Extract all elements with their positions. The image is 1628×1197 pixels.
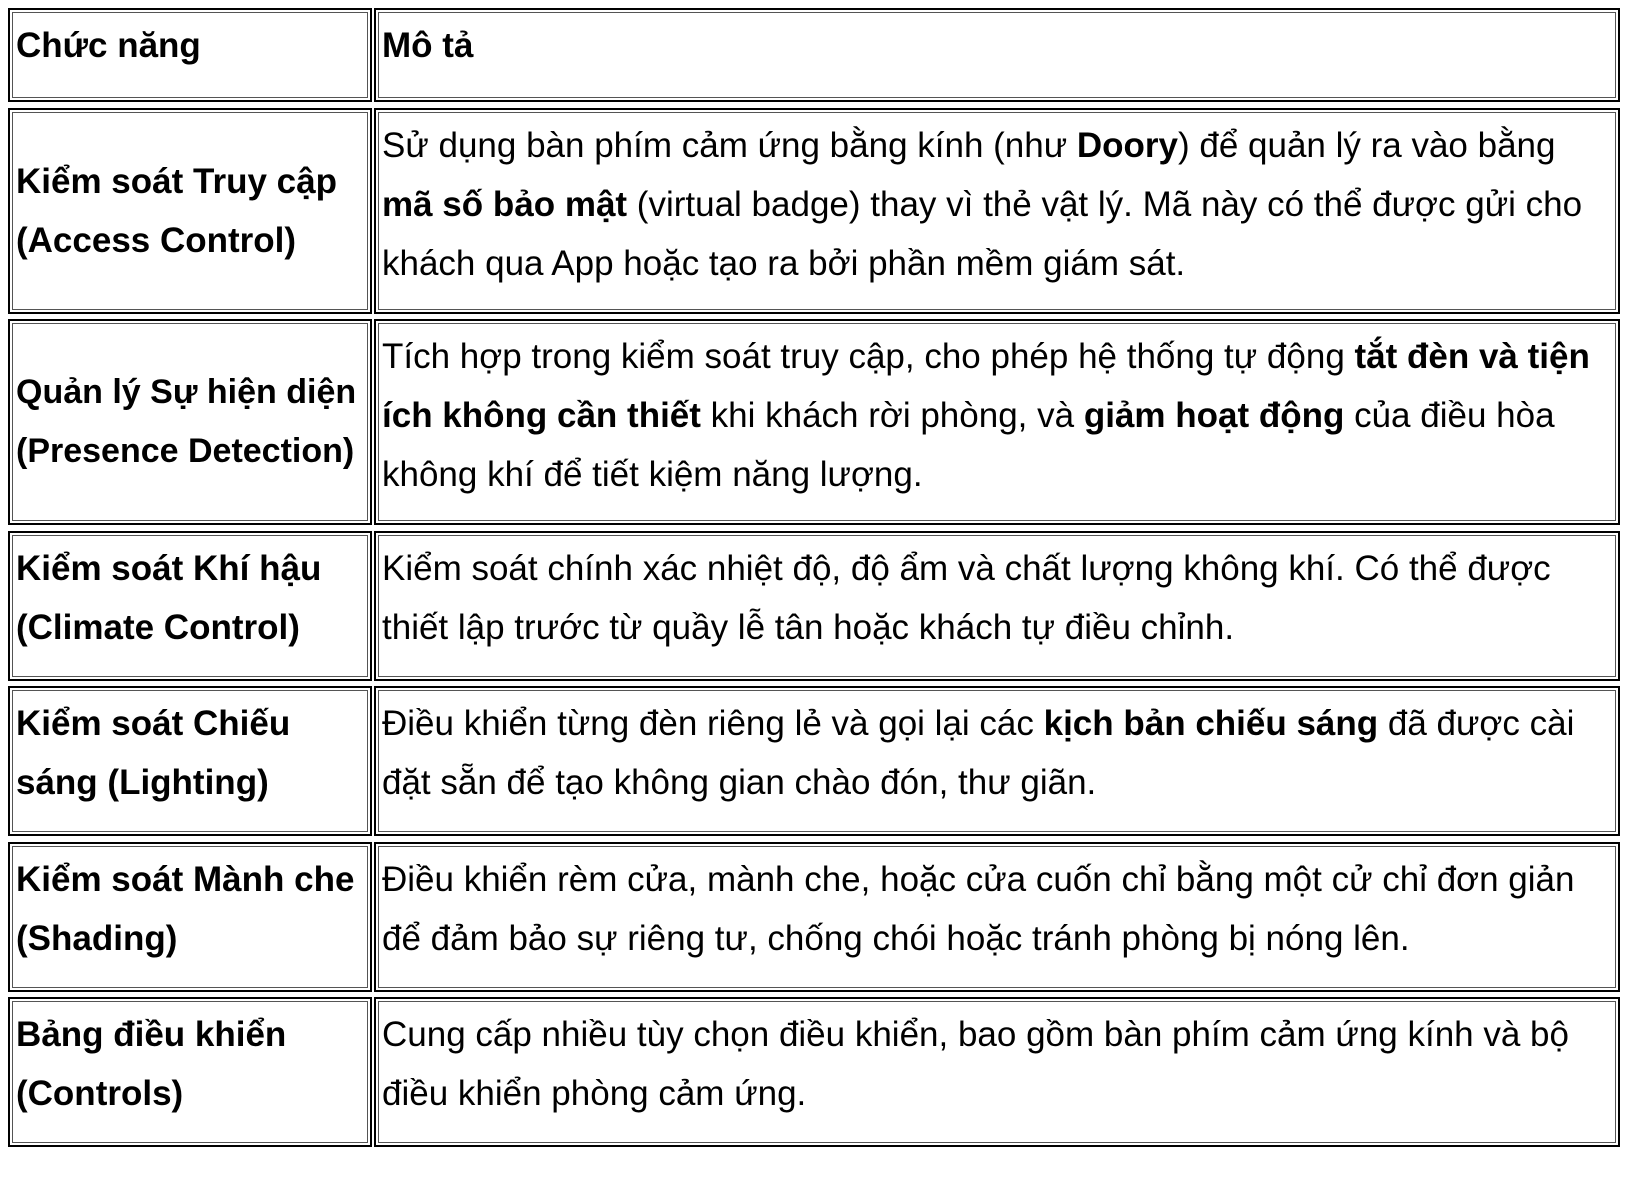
description-run: khi khách rời phòng, và [700, 396, 1084, 435]
description-run: (virtual badge) thay vì thẻ vật lý. Mã này có thể được gửi cho khách qua App hoặc tạo ra bởi phần mềm giám sát. [382, 185, 1583, 283]
description-text [382, 116, 1612, 293]
description-run: Sử dụng bàn phím cảm ứng bằng kính (như [382, 126, 1077, 165]
description-run: đã được cài đặt sẵn để tạo không gian chào đón, thư giãn. [382, 704, 1575, 802]
function-cell [8, 686, 372, 836]
description-text [382, 1005, 1612, 1123]
description-bold-text: tắt đèn và tiện ích không cần thiết [382, 337, 1590, 435]
description-cell [374, 319, 1620, 525]
description-run: Cung cấp nhiều tùy chọn điều khiển, bao gồm bàn phím cảm ứng kính và bộ điều khiển phòng cảm ứng. [382, 1015, 1569, 1113]
description-run: Điều khiển từng đèn riêng lẻ và gọi lại các [382, 704, 1044, 743]
function-cell [8, 319, 372, 525]
function-cell [8, 842, 372, 992]
description-bold-text: kịch bản chiếu sáng [1043, 704, 1379, 743]
description-run: của điều hòa không khí để tiết kiệm năng lượng. [382, 396, 1555, 494]
table-row [8, 997, 1620, 1147]
function-cell [8, 531, 372, 681]
description-run: ) để quản lý ra vào bằng [1178, 126, 1556, 165]
header-function: Chức năng [8, 8, 372, 102]
description-cell [374, 997, 1620, 1147]
description-text [382, 539, 1612, 657]
function-name: Kiểm soát Khí hậu (Climate Control) [16, 549, 322, 647]
description-cell [374, 108, 1620, 314]
function-name: Bảng điều khiển (Controls) [16, 1015, 287, 1113]
description-text [382, 327, 1612, 504]
description-run: Kiểm soát chính xác nhiệt độ, độ ẩm và chất lượng không khí. Có thể được thiết lập trước từ quầy lễ tân hoặc khách tự điều chỉnh. [382, 549, 1551, 647]
function-cell [8, 997, 372, 1147]
table-row [8, 842, 1620, 992]
description-bold-text: Doory [1076, 126, 1178, 165]
description-cell [374, 686, 1620, 836]
table-row [8, 319, 1620, 525]
description-run: Điều khiển rèm cửa, mành che, hoặc cửa cuốn chỉ bằng một cử chỉ đơn giản để đảm bảo sự riêng tư, chống chói hoặc tránh phòng bị nóng lên. [382, 860, 1575, 958]
function-cell [8, 108, 372, 314]
description-cell [374, 842, 1620, 992]
description-bold-text: giảm hoạt động [1083, 396, 1345, 435]
description-cell [374, 531, 1620, 681]
function-name: Kiểm soát Truy cập (Access Control) [16, 162, 337, 260]
function-name: Kiểm soát Mành che (Shading) [16, 860, 355, 958]
description-run: Tích hợp trong kiểm soát truy cập, cho phép hệ thống tự động [382, 337, 1355, 376]
table-row [8, 686, 1620, 836]
description-text [382, 850, 1612, 968]
function-name: Quản lý Sự hiện diện (Presence Detection) [16, 373, 357, 470]
header-description: Mô tả [374, 8, 1620, 102]
function-name: Kiểm soát Chiếu sáng (Lighting) [16, 704, 291, 802]
table-row [8, 531, 1620, 681]
table-row [8, 108, 1620, 314]
table-header-row [8, 8, 1620, 102]
description-text [382, 694, 1612, 812]
description-bold-text: mã số bảo mật [382, 185, 628, 224]
